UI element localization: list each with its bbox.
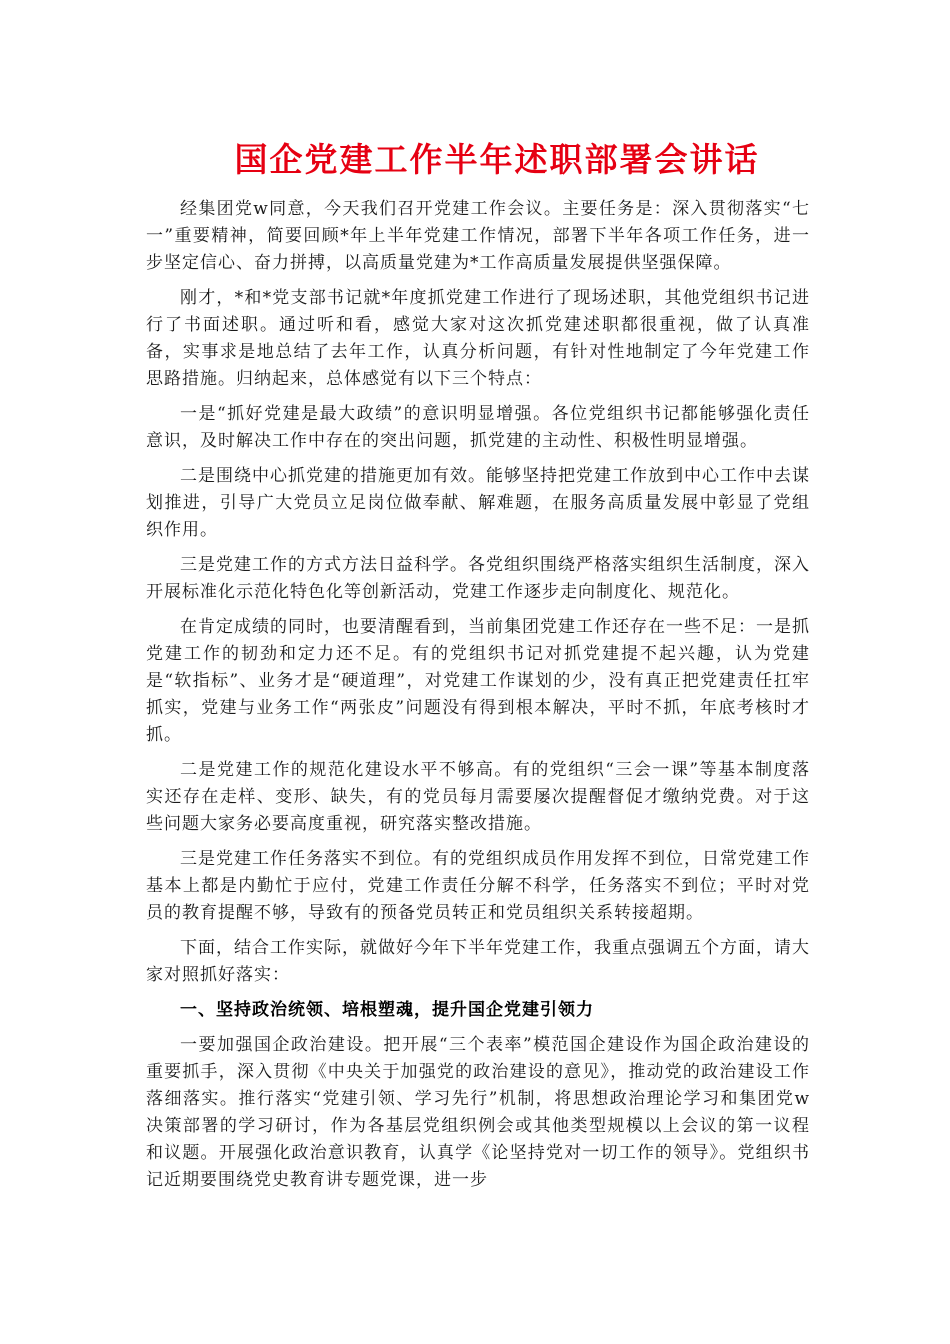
body-paragraph: 下面，结合工作实际，就做好今年下半年党建工作，我重点强调五个方面，请大家对照抓好落实： <box>146 938 810 985</box>
section-paragraph: 一要加强国企政治建设。把开展“三个表率”模范国企建设作为国企政治建设的重要抓手，深入贯彻《中央关于加强党的政治建设的意见》，推动党的政治建设工作落细落实。推行落实“党建引领、学习先行”机制，将思想政治理论学习和集团党w决策部署的学习研讨，作为各基层党组织例会或其他类型规模以上会议的第一议程和议题。开展强化政治意识教育，认真学《论坚持党对一切工作的领导》。党组织书记近期要围绕党史教育讲专题党课，进一步 <box>146 1035 810 1190</box>
body-paragraph: 经集团党w同意，今天我们召开党建工作会议。主要任务是：深入贯彻落实“七一”重要精神，简要回顾*年上半年党建工作情况，部署下半年各项工作任务，进一步坚定信心、奋力拼搏，以高质量党建为*工作高质量发展提供坚强保障。 <box>146 199 810 273</box>
body-paragraph: 一是“抓好党建是最大政绩”的意识明显增强。各位党组织书记都能够强化责任意识，及时解决工作中存在的突出问题，抓党建的主动性、积极性明显增强。 <box>146 404 810 451</box>
body-paragraph: 三是党建工作任务落实不到位。有的党组织成员作用发挥不到位，日常党建工作基本上都是内勤忙于应付，党建工作责任分解不科学，任务落实不到位；平时对党员的教育提醒不够，导致有的预备党员转正和党员组织关系转接超期。 <box>146 849 810 923</box>
body-paragraph: 二是围绕中心抓党建的措施更加有效。能够坚持把党建工作放到中心工作中去谋划推进，引导广大党员立足岗位做奉献、解难题，在服务高质量发展中彰显了党组织作用。 <box>146 466 810 540</box>
body-paragraph: 二是党建工作的规范化建设水平不够高。有的党组织“三会一课”等基本制度落实还存在走样、变形、缺失，有的党员每月需要屡次提醒督促才缴纳党费。对于这些问题大家务必要高度重视，研究落实整改措施。 <box>146 760 810 834</box>
document-title: 国企党建工作半年述职部署会讲话 <box>234 140 760 179</box>
section-heading: 一、坚持政治统领、培根塑魂，提升国企党建引领力 <box>180 1000 594 1020</box>
body-paragraph: 刚才，*和*党支部书记就*年度抓党建工作进行了现场述职，其他党组织书记进行了书面述职。通过听和看，感觉大家对这次抓党建述职都很重视，做了认真准备，实事求是地总结了去年工作，认真分析问题，有针对性地制定了今年党建工作思路措施。归纳起来，总体感觉有以下三个特点： <box>146 288 810 389</box>
body-paragraph: 在肯定成绩的同时，也要清醒看到，当前集团党建工作还存在一些不足：一是抓党建工作的韧劲和定力还不足。有的党组织书记对抓党建提不起兴趣，认为党建是“软指标”、业务才是“硬道理”，对党建工作谋划的少，没有真正把党建责任扛牢抓实，党建与业务工作“两张皮”问题没有得到根本解决，平时不抓，年底考核时才抓。 <box>146 617 810 745</box>
body-paragraph: 三是党建工作的方式方法日益科学。各党组织围绕严格落实组织生活制度，深入开展标准化示范化特色化等创新活动，党建工作逐步走向制度化、规范化。 <box>146 555 810 602</box>
